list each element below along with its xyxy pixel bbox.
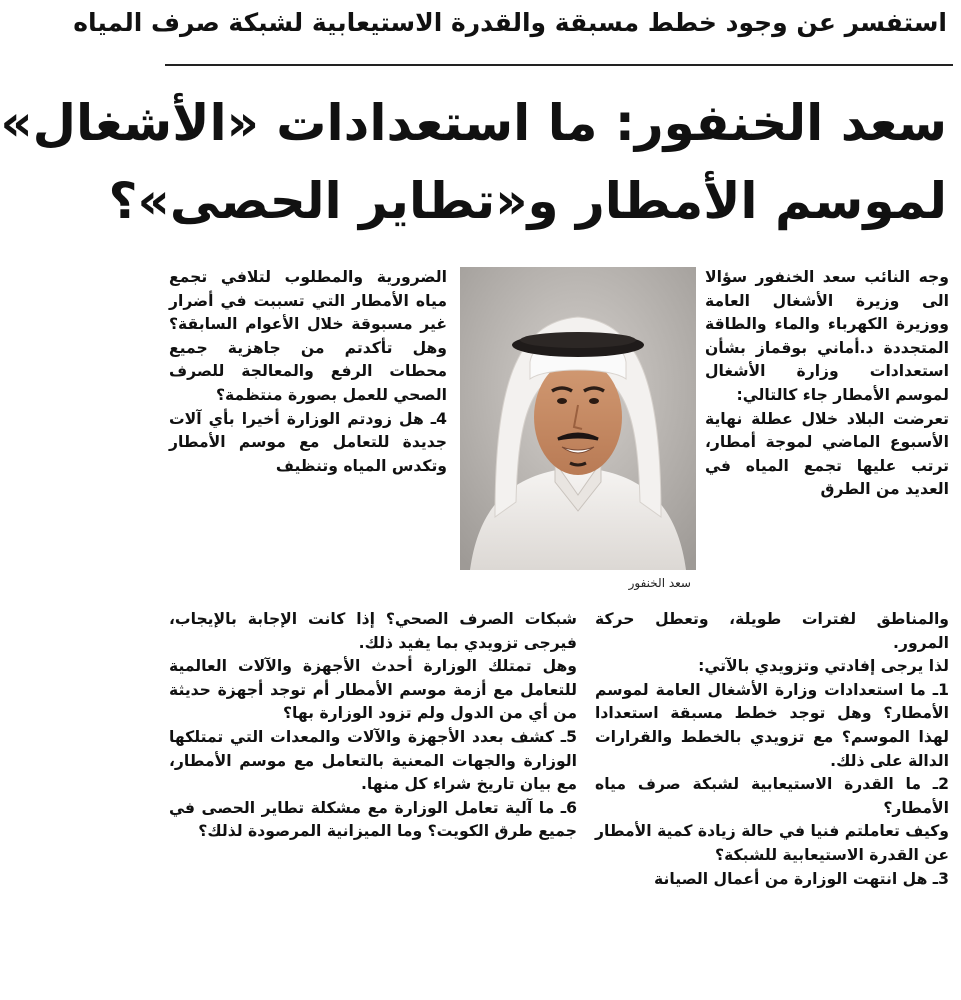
- article-headline: [0, 84, 947, 240]
- paragraph: الضرورية والمطلوب لتلافي تجمع مياه الأمطار التي تسببت في أضرار غير مسبوقة خلال الأعوام السابقة؟ وهل تأكدتم من جاهزية جميع محطات الرفع والمعالجة للصرف الصحي للعمل بصورة منتظمة؟: [169, 268, 447, 404]
- paragraph: وكيف تعاملتم فنيا في حالة زيادة كمية الأمطار عن القدرة الاستيعابية للشبكة؟: [595, 822, 949, 864]
- paragraph: 4ـ هل زودتم الوزارة أخيرا بأي آلات جديدة للتعامل مع موسم الأمطار وتكدس المياه وتنظيف: [169, 409, 447, 475]
- paragraph: 2ـ ما القدرة الاستيعابية لشبكة صرف مياه الأمطار؟: [595, 775, 949, 817]
- paragraph: وهل تمتلك الوزارة أحدث الأجهزة والآلات العالمية للتعامل مع أزمة موسم الأمطار أم توجد أجهزة حديثة من أي من الدول ولم تزود الوزارة بها؟: [169, 657, 577, 723]
- paragraph: 5ـ كشف بعدد الأجهزة والآلات والمعدات التي تمتلكها الوزارة والجهات المعنية بالتعامل مع موسم الأمطار، مع بيان تاريخ شراء كل منها.: [169, 727, 577, 794]
- headline-line-1: سعد الخنفور: ما استعدادات «الأشغال»: [0, 94, 947, 152]
- paragraph: والمناطق لفترات طويلة، وتعطل حركة المرور.: [595, 610, 949, 652]
- paragraph: 6ـ ما آلية تعامل الوزارة مع مشكلة تطاير الحصى في جميع طرق الكويت؟ وما الميزانية المرصودة لذلك؟: [169, 798, 577, 841]
- paragraph: شبكات الصرف الصحي؟ إذا كانت الإجابة بالإيجاب، فيرجى تزويدي بما يفيد ذلك.: [169, 610, 577, 652]
- left-column: [169, 266, 447, 478]
- portrait-image: [460, 267, 696, 570]
- headline-line-2: لموسم الأمطار و«تطاير الحصى»؟: [108, 172, 947, 230]
- right-column: [705, 266, 949, 502]
- paragraph: تعرضت البلاد خلال عطلة نهاية الأسبوع الماضي لموجة أمطار، ترتب عليها تجمع المياه في العديد من الطرق: [705, 409, 949, 499]
- paragraph: وجه النائب سعد الخنفور سؤالا الى وزيرة الأشغال العامة ووزيرة الكهرباء والماء والطاقة المتجددة د.أماني بوقماز بشأن استعدادات وزارة الأشغال لموسم الأمطار جاء كالتالي:: [705, 268, 949, 404]
- paragraph: 3ـ هل انتهت الوزارة من أعمال الصيانة: [654, 869, 949, 888]
- author-photo: [460, 267, 696, 570]
- right-column-lower: [595, 608, 949, 891]
- paragraph: لذا يرجى إفادتي وتزويدي بالآتي:: [698, 657, 949, 676]
- left-column-lower: [169, 608, 577, 844]
- header-divider: [165, 64, 953, 66]
- article-kicker: استفسر عن وجود خطط مسبقة والقدرة الاستيعابية لشبكة صرف المياه: [73, 8, 947, 37]
- paragraph: 1ـ ما استعدادات وزارة الأشغال العامة لموسم الأمطار؟ وهل توجد خطط مسبقة استعدادا لهذا الموسم؟ مع تزويدي بالخطط والقرارات الدالة على ذلك.: [595, 680, 949, 770]
- photo-caption: سعد الخنفور: [628, 576, 691, 590]
